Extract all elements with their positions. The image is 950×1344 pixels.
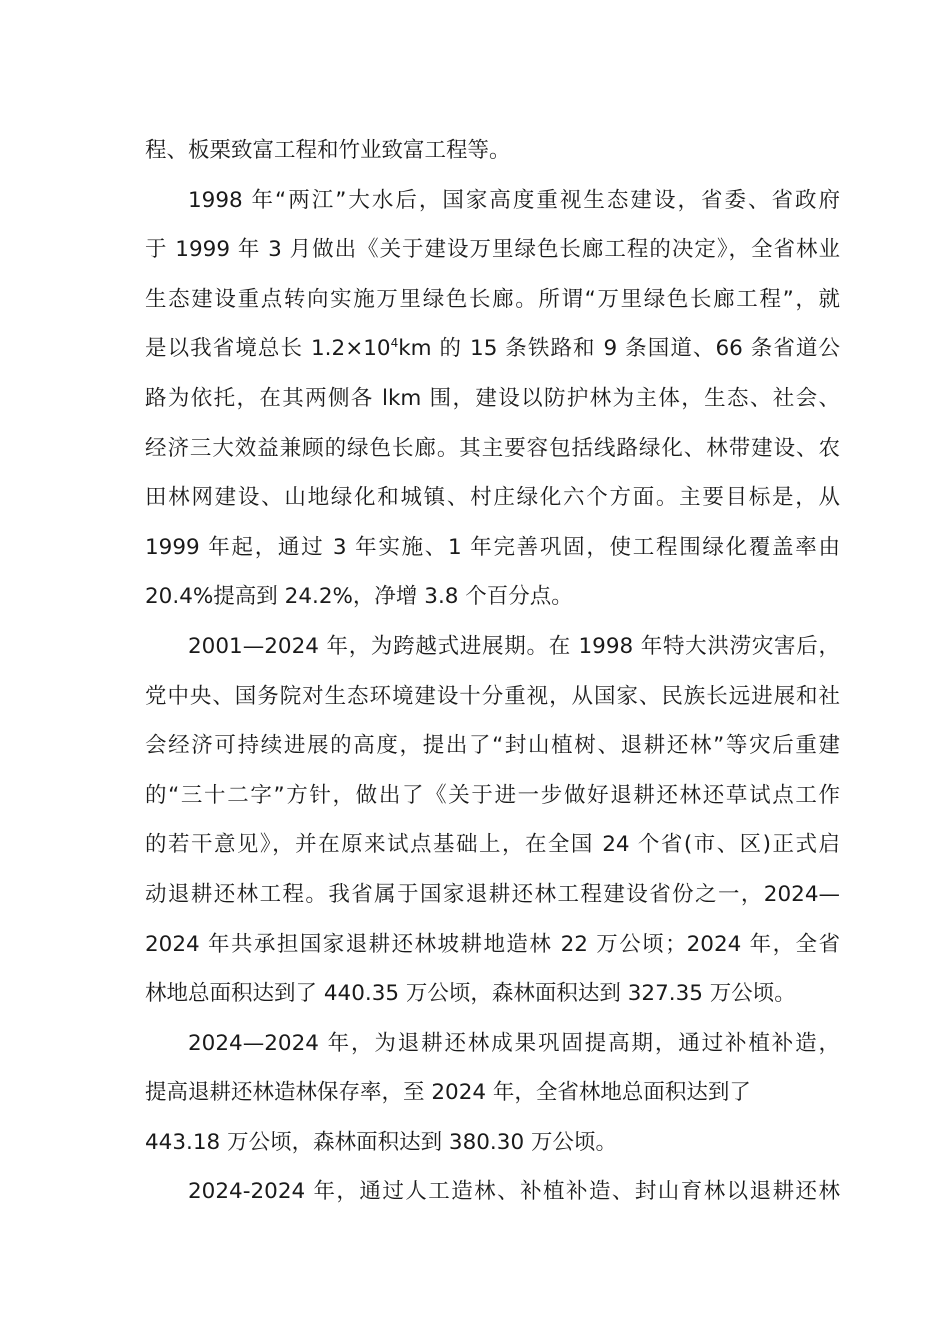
text-line: 党中央、国务院对生态环境建设十分重视，从国家、民族长远进展和社	[145, 683, 840, 709]
text-line: 林地总面积达到了 440.35 万公顷，森林面积达到 327.35 万公顷。	[145, 981, 796, 1007]
text-segment: 是以我省境总长 1.2×10	[145, 336, 391, 362]
text-line-with-superscript	[145, 324, 840, 374]
document-body	[145, 126, 840, 1217]
text-line: 提高退耕还林造林保存率，至 2024 年，全省林地总面积达到了	[145, 1080, 751, 1106]
superscript-exponent: 4	[390, 336, 399, 351]
text-line: 会经济可持续进展的高度，提出了“封山植树、退耕还林”等灾后重建	[145, 733, 840, 759]
text-line: 于 1999 年 3 月做出《关于建设万里绿色长廊工程的决定》，全省林业	[145, 237, 840, 263]
text-line: 的“三十二字”方针，做出了《关于进一步做好退耕还林还草试点工作	[145, 782, 840, 808]
text-line: 田林网建设、山地绿化和城镇、村庄绿化六个方面。主要目标是，从	[145, 485, 840, 511]
text-line: 1999 年起，通过 3 年实施、1 年完善巩固，使工程围绿化覆盖率由	[145, 534, 840, 560]
text-line: 2024-2024 年，通过人工造林、补植补造、封山育林以退耕还林	[188, 1179, 840, 1205]
text-line: 的若干意见》，并在原来试点基础上，在全国 24 个省(市、区)正式启	[145, 832, 840, 858]
text-line: 20.4%提高到 24.2%，净增 3.8 个百分点。	[145, 584, 573, 610]
text-line: 443.18 万公顷，森林面积达到 380.30 万公顷。	[145, 1129, 617, 1155]
text-line: 经济三大效益兼顾的绿色长廊。其主要容包括线路绿化、林带建设、农	[145, 435, 840, 461]
text-line: 1998 年“两江”大水后，国家高度重视生态建设，省委、省政府	[188, 187, 840, 213]
text-line: 动退耕还林工程。我省属于国家退耕还林工程建设省份之一，2024—	[145, 881, 840, 907]
text-line: 程、板栗致富工程和竹业致富工程等。	[145, 138, 511, 163]
text-line: 2024—2024 年，为退耕还林成果巩固提高期，通过补植补造，	[188, 1030, 840, 1056]
text-line: 生态建设重点转向实施万里绿色长廊。所谓“万里绿色长廊工程”，就	[145, 286, 840, 312]
text-segment: km 的 15 条铁路和 9 条国道、66 条省道公	[398, 336, 841, 362]
text-line: 2001—2024 年，为跨越式进展期。在 1998 年特大洪涝灾害后，	[188, 633, 840, 659]
text-line: 2024 年共承担国家退耕还林坡耕地造林 22 万公顷；2024 年，全省	[145, 931, 840, 957]
text-line: 路为依托，在其两侧各 lkm 围，建设以防护林为主体，生态、社会、	[145, 385, 840, 411]
